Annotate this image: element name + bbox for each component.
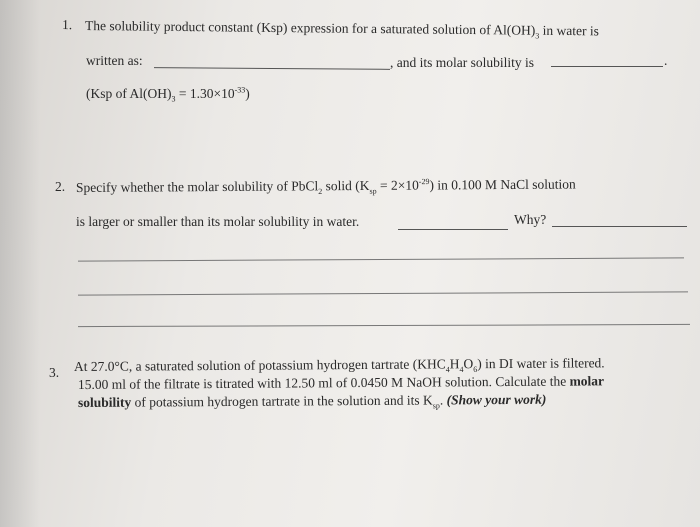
q3-line1: At 27.0°C, a saturated solution of potassium hydrogen tartrate $(KHC_4H_4O_6)$ in DI water is filtered. (73, 355, 605, 375)
q1-and-molar-solubility: , and its molar solubility is (390, 55, 534, 70)
q1-number: 1. (61, 17, 73, 33)
q3-line2: 15.00 ml of the filtrate is titrated with 12.50 ml of 0.0450 M NaOH solution. Calculate the molar (77, 373, 605, 392)
q2-larger-smaller-blank[interactable] (398, 229, 508, 230)
q2-line1: Specify whether the molar solubility of PbCl$_2$ solid $(K_{sp} = 2\times 10^{-29})$ in 0.100 M NaCl solution (75, 176, 576, 196)
page-shadow (0, 0, 40, 527)
q1-period: . (664, 53, 668, 68)
q2-answer-line-3[interactable] (78, 324, 690, 327)
q1-molar-solubility-blank[interactable] (551, 66, 663, 67)
q2-line2: is larger or smaller than its molar solubility in water. (76, 214, 360, 229)
q1-ksp-expression-blank[interactable] (154, 67, 390, 70)
q3-number: 3. (49, 365, 60, 380)
q1-written-as: written as: (86, 53, 143, 68)
q2-why: Why? (514, 212, 547, 227)
q2-number: 2. (55, 179, 66, 194)
q2-answer-line-2[interactable] (78, 291, 688, 295)
q2-answer-line-1[interactable] (78, 257, 684, 261)
q1-ksp-value: (Ksp of $Al(OH)_3 = 1.30\times 10^{-33}$) (86, 85, 250, 104)
q3-line3: solubility of potassium hydrogen tartrate in the solution and its $K_{sp}$. (Show your work) (77, 391, 547, 411)
q1-line1: The solubility product constant (Ksp) expression for a saturated solution of $Al(OH)_3$ in water is (84, 18, 599, 41)
q2-why-blank[interactable] (552, 226, 687, 227)
